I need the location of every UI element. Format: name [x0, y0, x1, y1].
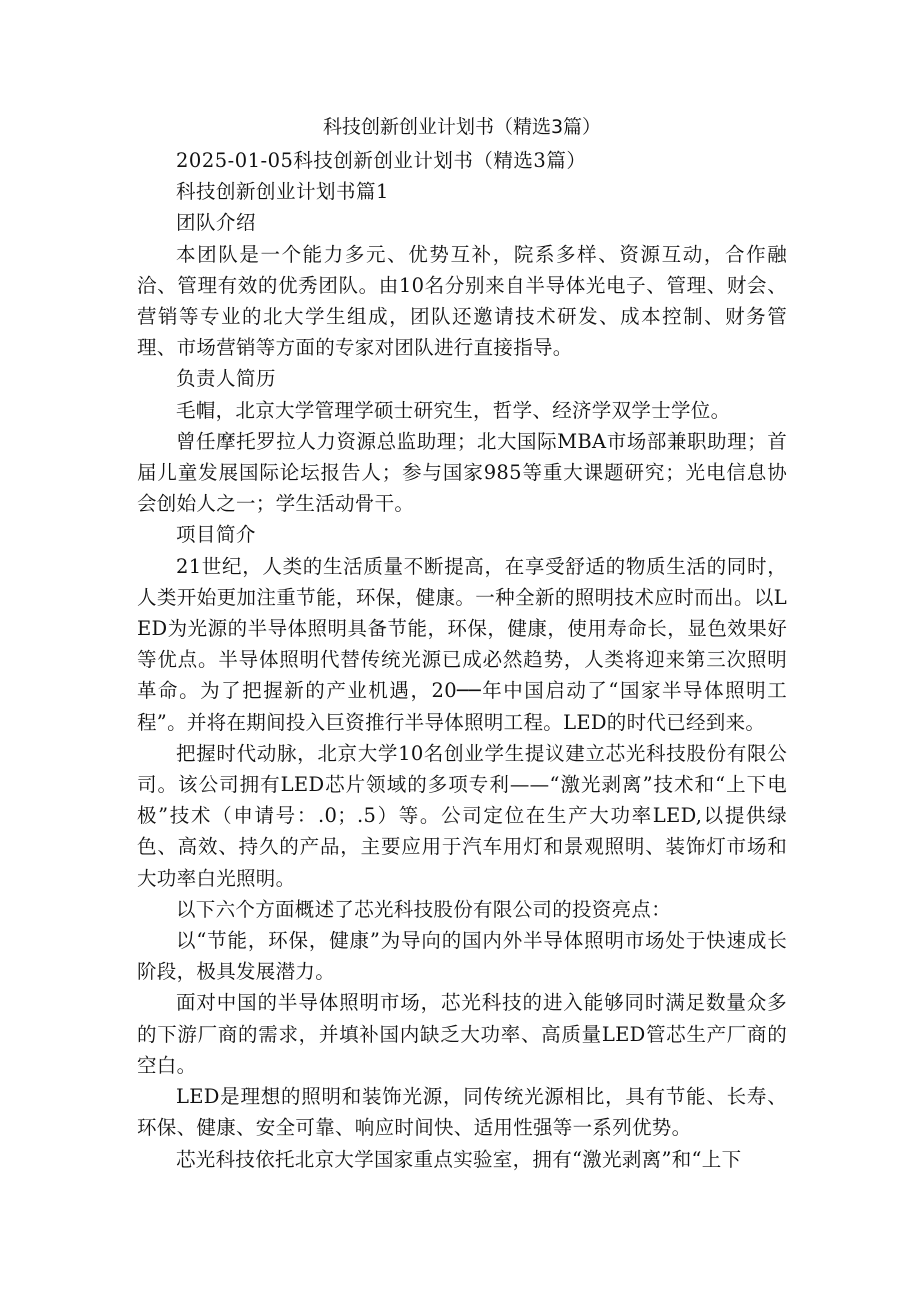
team-paragraph: 本团队是一个能力多元、优势互补，院系多样、资源互动，合作融洽、管理有效的优秀团队。由10名分别来自半导体光电子、管理、财会、营销等专业的北大学生组成，团队还邀请技术研发、成本控制、财务管理、市场营销等方面的专家对团队进行直接指导。 [137, 242, 787, 360]
leader-paragraph-2: 曾任摩托罗拉人力资源总监助理；北大国际MBA市场部兼职助理；首届儿童发展国际论坛报告人；参与国家985等重大课题研究；光电信息协会创始人之一；学生活动骨干。 [137, 429, 787, 516]
highlight-paragraph-1: 以“节能，环保，健康”为导向的国内外半导体照明市场处于快速成长阶段，极具发展潜力。 [137, 929, 787, 984]
section-heading-leader: 负责人简历 [176, 367, 277, 391]
project-paragraph-1: 21世纪，人类的生活质量不断提高，在享受舒适的物质生活的同时，人类开始更加注重节能，环保，健康。一种全新的照明技术应时而出。以LED为光源的半导体照明具备节能，环保，健康，使用寿命长，显色效果好等优点。半导体照明代替传统光源已成必然趋势，人类将迎来第三次照明革命。为了把握新的产业机遇，20──年中国启动了“国家半导体照明工程”。并将在期间投入巨资推行半导体照明工程。LED的时代已经到来。 [137, 554, 787, 734]
document-body [137, 112, 787, 1175]
leader-paragraph-1: 毛帽，北京大学管理学硕士研究生，哲学、经济学双学士学位。 [176, 398, 731, 422]
highlight-paragraph-3: LED是理想的照明和装饰光源，同传统光源相比，具有节能、长寿、环保、健康、安全可靠、响应时间快、适用性强等一系列优势。 [137, 1085, 787, 1140]
section-heading-team: 团队介绍 [176, 211, 257, 235]
highlight-paragraph-2: 面对中国的半导体照明市场，芯光科技的进入能够同时满足数量众多的下游厂商的需求，并填补国内缺乏大功率、高质量LED管芯生产厂商的空白。 [137, 991, 787, 1077]
document-title: 科技创新创业计划书（精选3篇） [322, 116, 602, 138]
date-line: 2025-01-05科技创新创业计划书（精选3篇） [176, 149, 587, 172]
article-heading: 科技创新创业计划书篇1 [176, 180, 389, 204]
project-paragraph-2: 把握时代动脉，北京大学10名创业学生提议建立芯光科技股份有限公司。该公司拥有LED芯片领域的多项专利——“激光剥离”技术和“上下电极”技术（申请号：.0；.5）等。公司定位在生产大功率LED,以提供绿色、高效、持久的产品，主要应用于汽车用灯和景观照明、装饰灯市场和大功率白光照明。 [137, 741, 787, 890]
section-heading-project: 项目简介 [176, 523, 257, 547]
highlights-intro: 以下六个方面概述了芯光科技股份有限公司的投资亮点： [176, 897, 672, 921]
highlight-paragraph-4: 芯光科技依托北京大学国家重点实验室，拥有“激光剥离”和“上下 [176, 1147, 742, 1171]
